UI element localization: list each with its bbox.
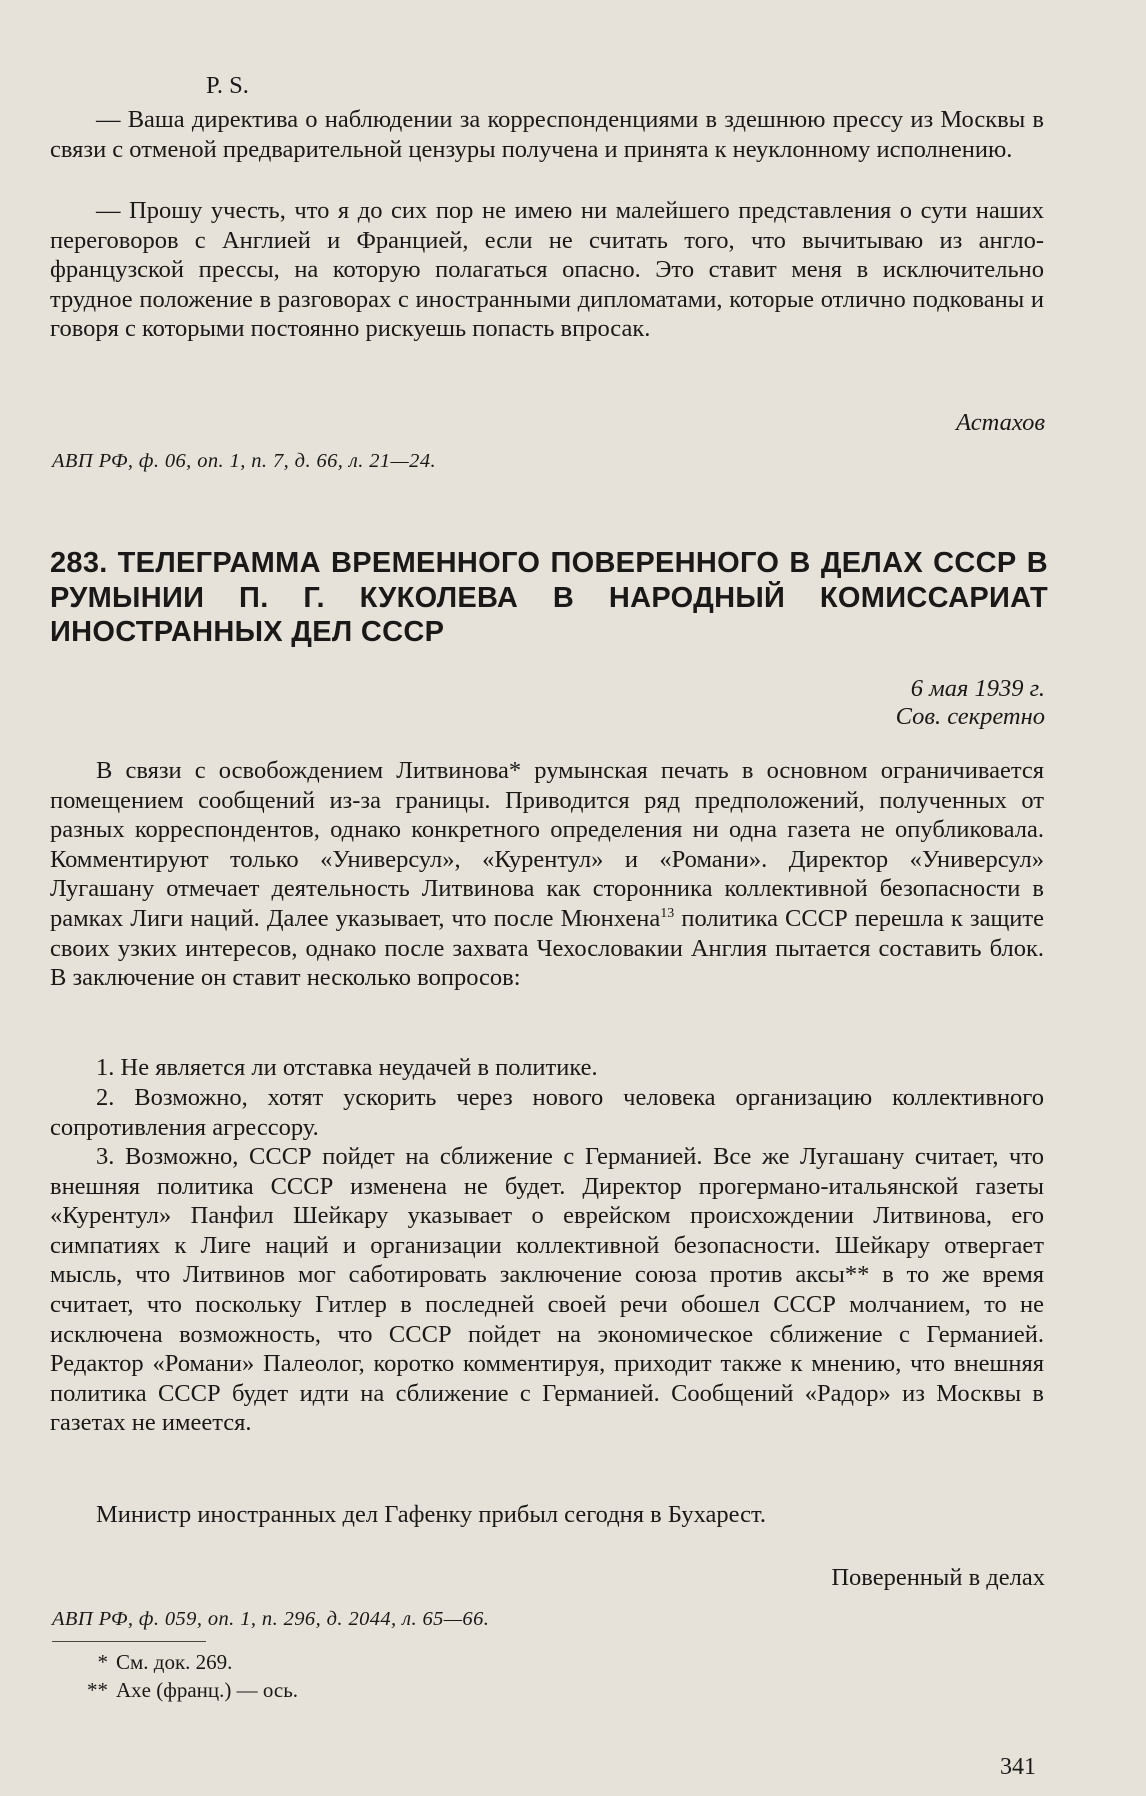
- document-number: 283.: [50, 547, 108, 579]
- footnote-1-mark: *: [97, 1650, 108, 1674]
- footnote-ref-13: 13: [660, 905, 675, 921]
- footnote-2-text: Axe (франц.) — ось.: [116, 1678, 299, 1702]
- document-heading: [50, 546, 1048, 650]
- ps-paragraph-2: — Прошу учесть, что я до сих пор не имею ни малейшего представления о сути наших переговоров с Англией и Францией, если не считать того, что вычитываю из англо-французской прессы, на которую полагаться опасно. Это ставит меня в исключительно трудное положение в разговорах с иностранными дипломатами, которые отлично подкованы и говоря с которыми постоянно рискуешь попасть впросак.: [50, 197, 1044, 343]
- document-date: 6 мая 1939 г.: [910, 675, 1045, 702]
- question-3: 3. Возможно, СССР пойдет на сближение с Германией. Все же Лугашану считает, что внешняя политика СССР изменена не будет. Директор прогермано-итальянской газеты «Курентул» Панфил Шейкару указывает о еврейском происхождении Литвинова, его симпатиях к Лиге наций и организации коллективной безопасности. Шейкару отвергает мысль, что Литвинов мог саботировать заключение союза против аксы** в то же время считает, что поскольку Гитлер в последней своей речи обошел СССР молчанием, то не исключена возможность, что СССР пойдет на экономическое сближение с Германией. Редактор «Романи» Палеолог, коротко комментируя, приходит также к мнению, что внешняя политика СССР будет идти на сближение с Германией. Сообщений «Радор» из Москвы в газетах не имеется.: [50, 1143, 1044, 1437]
- ps-paragraph-1: — Ваша директива о наблюдении за корреспонденциями в здешнюю прессу из Москвы в связи с отменой предварительной цензуры получена и принята к неуклонному исполнению.: [50, 106, 1044, 163]
- footnote-1: [52, 1650, 232, 1675]
- signature-astakhov: Астахов: [956, 409, 1045, 436]
- ps-label: P. S.: [206, 72, 249, 99]
- footnote-1-text: См. док. 269.: [116, 1650, 233, 1674]
- archive-source-2: АВП РФ, ф. 059, оп. 1, п. 296, д. 2044, л. 65—66.: [52, 1608, 490, 1630]
- body-paragraph-1-part-b: политика СССР перешла к защите своих узких интересов, однако после захвата Чехословакии Англия пытается составить блок. В заключение он ставит несколько вопросов:: [50, 904, 1045, 992]
- archive-source-1: АВП РФ, ф. 06, оп. 1, п. 7, д. 66, л. 21—24.: [52, 450, 436, 472]
- footnote-2: [52, 1678, 298, 1703]
- question-2: 2. Возможно, хотят ускорить через нового человека организацию коллективного сопротивления агрессору.: [50, 1084, 1044, 1141]
- footnote-divider: [52, 1641, 206, 1642]
- body-paragraph-1: [50, 756, 1044, 993]
- body-paragraph-last: Министр иностранных дел Гафенку прибыл сегодня в Бухарест.: [96, 1501, 766, 1528]
- document-title: ТЕЛЕГРАММА ВРЕМЕННОГО ПОВЕРЕННОГО В ДЕЛАХ СССР В РУМЫНИИ П. Г. КУКОЛЕВА В НАРОДНЫЙ КОМИССАРИАТ ИНОСТРАННЫХ ДЕЛ СССР: [50, 547, 1048, 648]
- question-1: 1. Не является ли отставка неудачей в политике.: [96, 1054, 598, 1081]
- body-paragraph-1-part-a: В связи с освобождением Литвинова* румынская печать в основном ограничивается помещением сообщений из-за границы. Приводится ряд предположений, полученных от разных корреспондентов, однако конкретного определения ни одна газета не опубликовала. Комментируют только «Универсул», «Курентул» и «Романи». Директор «Универсул» Лугашану отмечает деятельность Литвинова как сторонника коллективной безопасности в рамках Лиги наций. Далее указывает, что после Мюнхена: [50, 757, 1044, 932]
- page-number: 341: [1000, 1754, 1036, 1780]
- signature-poverenny: Поверенный в делах: [831, 1564, 1045, 1591]
- document-classification: Сов. секретно: [895, 703, 1045, 730]
- footnote-2-mark: **: [87, 1678, 108, 1702]
